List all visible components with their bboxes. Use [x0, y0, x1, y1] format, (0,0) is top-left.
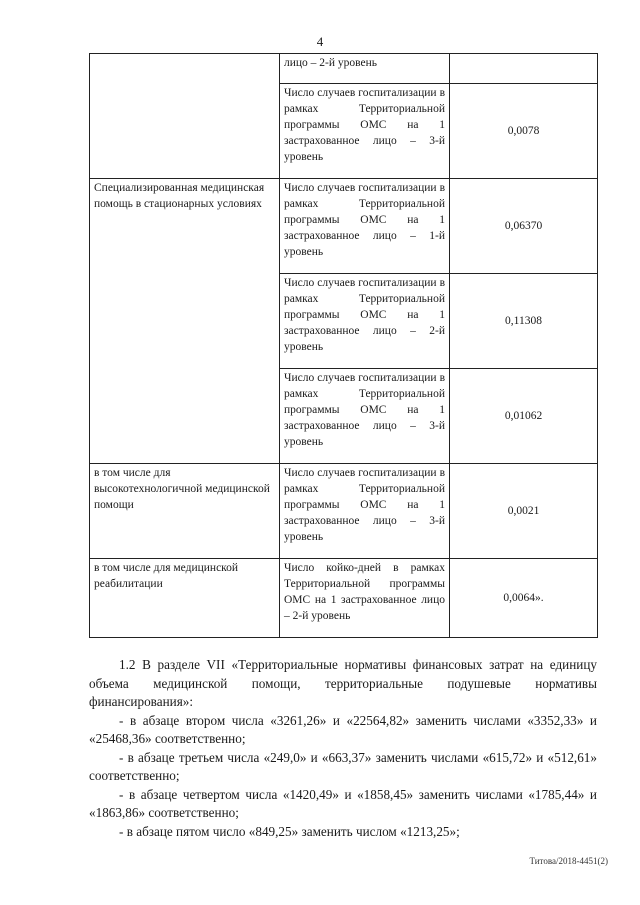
table-value-cell: 0,0064».: [450, 559, 598, 638]
paragraph-item: - в абзаце втором числа «3261,26» и «22564,82» заменить числами «3352,33» и «25468,36» соответственно;: [89, 712, 597, 746]
table-value-cell: [450, 54, 598, 84]
table-indicator-cell: Число случаев госпитализации в рамках Территориальной программы ОМС на 1 застрахованное лицо – 1-й уровень: [280, 179, 450, 274]
paragraph-item: - в абзаце четвертом числа «1420,49» и «1858,45» заменить числами «1785,44» и «1863,86» соответственно;: [89, 786, 597, 820]
table-indicator-cell: Число случаев госпитализации в рамках Территориальной программы ОМС на 1 застрахованное лицо – 3-й уровень: [280, 369, 450, 464]
table-value-cell: 0,11308: [450, 274, 598, 369]
table-row: [90, 464, 598, 559]
norms-table: [89, 53, 598, 638]
table-value-cell: 0,0021: [450, 464, 598, 559]
table-group-cell: в том числе для медицинской реабилитации: [90, 559, 280, 638]
table-indicator-cell: Число случаев госпитализации в рамках Территориальной программы ОМС на 1 застрахованное лицо – 2-й уровень: [280, 274, 450, 369]
table-row: [90, 54, 598, 84]
page-number: 4: [316, 34, 324, 49]
footer-reference: Титова/2018-4451(2): [529, 856, 608, 866]
table-row: [90, 179, 598, 274]
table-group-cell: [90, 54, 280, 179]
paragraph-item: - в абзаце третьем числа «249,0» и «663,37» заменить числами «615,72» и «512,61» соответственно;: [89, 749, 597, 783]
table-indicator-cell: Число койко-дней в рамках Территориальной программы ОМС на 1 застрахованное лицо – 2-й уровень: [280, 559, 450, 638]
amendment-text: [89, 656, 597, 841]
table-group-cell: Специализированная медицинская помощь в стационарных условиях: [90, 179, 280, 464]
table-row: [90, 559, 598, 638]
table-indicator-cell: Число случаев госпитализации в рамках Территориальной программы ОМС на 1 застрахованное лицо – 3-й уровень: [280, 464, 450, 559]
table-indicator-cell: Число случаев госпитализации в рамках Территориальной программы ОМС на 1 застрахованное лицо – 3-й уровень: [280, 84, 450, 179]
table-value-cell: 0,06370: [450, 179, 598, 274]
paragraph-item: - в абзаце пятом число «849,25» заменить числом «1213,25»;: [119, 823, 460, 839]
table-value-cell: 0,01062: [450, 369, 598, 464]
table-indicator-cell: лицо – 2-й уровень: [280, 54, 450, 84]
paragraph-lead: 1.2 В разделе VII «Территориальные нормативы финансовых затрат на единицу объема медицинской помощи, территориальные подушевые нормативы финансирования»:: [89, 657, 597, 709]
table-group-cell: в том числе для высокотехнологичной медицинской помощи: [90, 464, 280, 559]
table-value-cell: 0,0078: [450, 84, 598, 179]
